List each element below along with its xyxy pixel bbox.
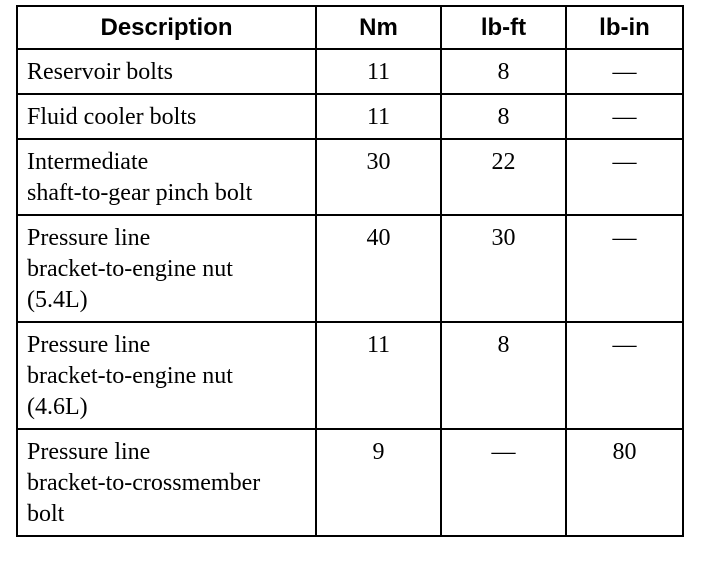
header-nm: Nm <box>316 6 441 49</box>
description-line: shaft-to-gear pinch bolt <box>27 180 253 206</box>
description-line: (5.4L) <box>27 287 88 313</box>
cell-lbft: 30 <box>441 215 566 322</box>
table-row <box>17 215 683 322</box>
table-row <box>17 94 683 139</box>
description-line: (4.6L) <box>27 394 88 420</box>
table-row <box>17 429 683 536</box>
table-row <box>17 322 683 429</box>
cell-nm: 9 <box>316 429 441 536</box>
description-line: Intermediate <box>27 149 149 175</box>
cell-nm: 11 <box>316 94 441 139</box>
cell-lbft: 8 <box>441 49 566 94</box>
cell-nm: 30 <box>316 139 441 215</box>
cell-description <box>17 94 316 139</box>
cell-lbft: 8 <box>441 94 566 139</box>
cell-lbin: — <box>566 49 683 94</box>
cell-description <box>17 139 316 215</box>
table-row <box>17 49 683 94</box>
cell-lbin: — <box>566 215 683 322</box>
description-line: Pressure line <box>27 439 151 465</box>
cell-description <box>17 429 316 536</box>
description-line: bracket-to-crossmember <box>27 470 261 496</box>
cell-lbin: — <box>566 139 683 215</box>
cell-nm: 40 <box>316 215 441 322</box>
cell-lbft: 22 <box>441 139 566 215</box>
header-lbin: lb-in <box>566 6 683 49</box>
header-description: Description <box>17 6 316 49</box>
cell-description <box>17 215 316 322</box>
description-line: Fluid cooler bolts <box>27 104 197 130</box>
description-line: bolt <box>27 501 65 527</box>
header-lbft: lb-ft <box>441 6 566 49</box>
cell-lbin: — <box>566 94 683 139</box>
cell-lbft: — <box>441 429 566 536</box>
cell-description <box>17 49 316 94</box>
cell-lbft: 8 <box>441 322 566 429</box>
table-row <box>17 139 683 215</box>
cell-lbin: — <box>566 322 683 429</box>
description-line: bracket-to-engine nut <box>27 363 233 389</box>
description-line: bracket-to-engine nut <box>27 256 233 282</box>
torque-spec-table <box>16 5 684 537</box>
cell-nm: 11 <box>316 322 441 429</box>
cell-lbin: 80 <box>566 429 683 536</box>
description-line: Pressure line <box>27 225 151 251</box>
cell-nm: 11 <box>316 49 441 94</box>
description-line: Pressure line <box>27 332 151 358</box>
description-line: Reservoir bolts <box>27 59 173 85</box>
cell-description <box>17 322 316 429</box>
table-header-row <box>17 6 683 49</box>
